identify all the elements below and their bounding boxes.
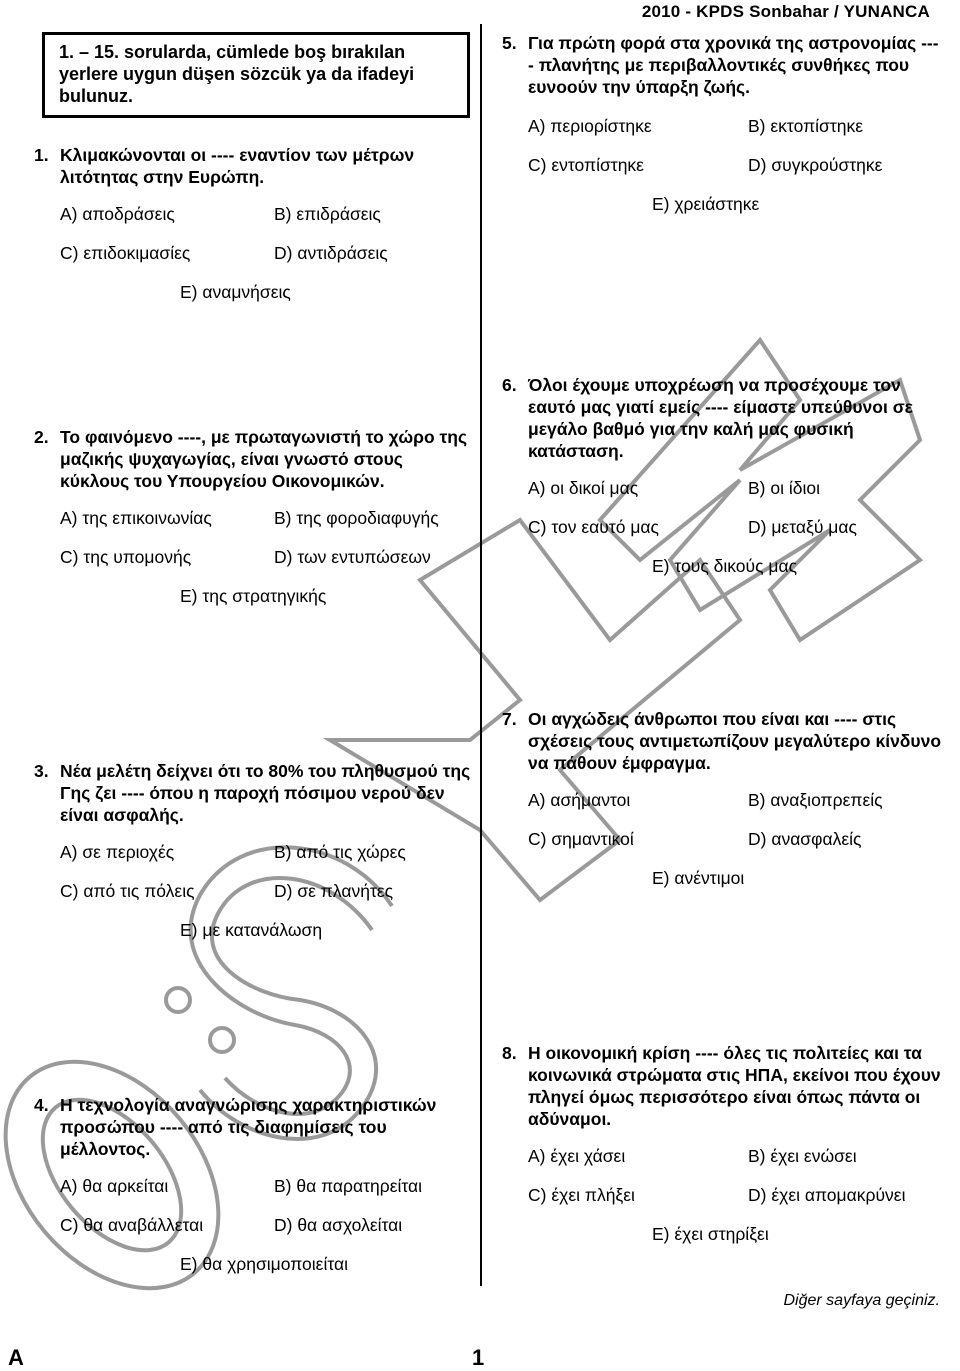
option-d[interactable]: D) έχει απομακρύνει	[748, 1185, 906, 1205]
option-c[interactable]: C) σημαντικοί	[528, 829, 634, 849]
option-e[interactable]: E) αναμνήσεις	[180, 282, 291, 302]
question-8	[502, 1042, 944, 1244]
question-text: Όλοι έχουμε υποχρέωση να προσέχουμε τον εαυτό μας γιατί εμείς ---- είμαστε υπεύθυνοι σε μεγάλο βαθμό για την καλή μας φυσική κατάσταση.	[528, 375, 913, 461]
option-d[interactable]: D) μεταξύ μας	[748, 517, 857, 537]
option-c[interactable]: C) έχει πλήξει	[528, 1185, 635, 1205]
option-a[interactable]: A) της επικοινωνίας	[60, 508, 212, 528]
question-6	[502, 374, 944, 576]
option-a[interactable]: A) περιορίστηκε	[528, 116, 652, 136]
option-c[interactable]: C) από τις πόλεις	[60, 881, 195, 901]
option-e[interactable]: E) θα χρησιμοποιείται	[180, 1254, 349, 1274]
option-e[interactable]: E) ανέντιμοι	[652, 868, 745, 888]
question-text: Κλιμακώνονται οι ---- εναντίον των μέτρων λιτότητας στην Ευρώπη.	[60, 145, 415, 187]
option-d[interactable]: D) συγκρούστηκε	[748, 155, 883, 175]
question-text: Η οικονομική κρίση ---- όλες τις πολιτείες και τα κοινωνικά στρώματα στις ΗΠΑ, εκείνοι που έχουν πληγεί όμως περισσότερο είναι όπως πάντα οι αδύναμοι.	[528, 1043, 941, 1129]
option-e[interactable]: E) της στρατηγικής	[180, 586, 327, 606]
question-text: Νέα μελέτη δείχνει ότι το 80% του πληθυσμού της Γης ζει ---- όπου η παροχή πόσιμου νερού δεν είναι ασφαλής.	[60, 761, 471, 825]
question-number: 2.	[34, 427, 49, 447]
option-c[interactable]: C) θα αναβάλλεται	[60, 1215, 204, 1235]
option-a[interactable]: A) σε περιοχές	[60, 842, 175, 862]
question-text: Το φαινόμενο ----, με πρωταγωνιστή το χώρο της μαζικής ψυχαγωγίας, είναι γνωστό στους κύκλους του Υπουργείου Οικονομικών.	[60, 427, 468, 491]
question-7	[502, 708, 944, 888]
option-c[interactable]: C) της υπομονής	[60, 547, 192, 567]
page-number: 1	[472, 1345, 485, 1370]
option-b[interactable]: B) οι ίδιοι	[748, 478, 820, 498]
question-text: Η τεχνολογία αναγνώρισης χαρακτηριστικών προσώπου ---- από τις διαφημίσεις του μέλλοντος.	[60, 1095, 437, 1159]
instructions-box: 1. – 15. sorularda, cümlede boş bırakılan yerlere uygun düşen sözcük ya da ifadeyi bulunuz.	[42, 32, 470, 118]
option-e[interactable]: E) έχει στηρίξει	[652, 1224, 769, 1244]
option-b[interactable]: B) θα παρατηρείται	[274, 1176, 423, 1196]
option-d[interactable]: D) θα ασχολείται	[274, 1215, 403, 1235]
question-3	[34, 760, 474, 940]
option-a[interactable]: A) αποδράσεις	[60, 204, 175, 224]
option-a[interactable]: A) έχει χάσει	[528, 1146, 626, 1166]
option-e[interactable]: E) τους δικούς μας	[652, 556, 798, 576]
option-d[interactable]: D) αντιδράσεις	[274, 243, 388, 263]
option-b[interactable]: B) από τις χώρες	[274, 842, 406, 862]
watermark-o	[0, 1020, 262, 1329]
option-e[interactable]: E) χρειάστηκε	[652, 194, 760, 214]
option-b[interactable]: B) της φοροδιαφυγής	[274, 508, 439, 528]
exam-header: 2010 - KPDS Sonbahar / YUNANCA	[641, 2, 930, 21]
question-1	[34, 144, 474, 302]
option-b[interactable]: B) επιδράσεις	[274, 204, 381, 224]
option-b[interactable]: B) αναξιοπρεπείς	[748, 790, 883, 810]
option-a[interactable]: A) θα αρκείται	[60, 1176, 169, 1196]
option-b[interactable]: B) έχει ενώσει	[748, 1146, 857, 1166]
question-2	[34, 426, 474, 606]
option-b[interactable]: B) εκτοπίστηκε	[748, 116, 864, 136]
booklet-letter: A	[8, 1345, 24, 1370]
question-number: 3.	[34, 761, 49, 781]
question-number: 6.	[502, 375, 517, 395]
question-number: 5.	[502, 33, 517, 53]
question-number: 1.	[34, 145, 49, 165]
option-a[interactable]: A) ασήμαντοι	[528, 790, 631, 810]
question-text: Για πρώτη φορά στα χρονικά της αστρονομίας ---- πλανήτης με περιβαλλοντικές συνθήκες που ευνοούν την ύπαρξη ζωής.	[528, 33, 939, 97]
question-number: 4.	[34, 1095, 49, 1115]
option-d[interactable]: D) των εντυπώσεων	[274, 547, 431, 567]
question-5	[502, 32, 944, 214]
question-number: 8.	[502, 1043, 517, 1063]
option-d[interactable]: D) σε πλανήτες	[274, 881, 394, 901]
question-4	[34, 1094, 474, 1274]
option-c[interactable]: C) επιδοκιμασίες	[60, 243, 191, 263]
option-c[interactable]: C) τον εαυτό μας	[528, 517, 659, 537]
option-d[interactable]: D) ανασφαλείς	[748, 829, 862, 849]
option-c[interactable]: C) εντοπίστηκε	[528, 155, 644, 175]
column-divider	[480, 24, 482, 1286]
question-number: 7.	[502, 709, 517, 729]
option-e[interactable]: E) με κατανάλωση	[180, 920, 323, 940]
question-text: Οι αγχώδεις άνθρωποι που είναι και ---- στις σχέσεις τους αντιμετωπίζουν μεγαλύτερο κίνδυνο να πάθουν έμφραγμα.	[528, 709, 942, 773]
option-a[interactable]: A) οι δικοί μας	[528, 478, 639, 498]
next-page-note: Diğer sayfaya geçiniz.	[783, 1292, 940, 1309]
